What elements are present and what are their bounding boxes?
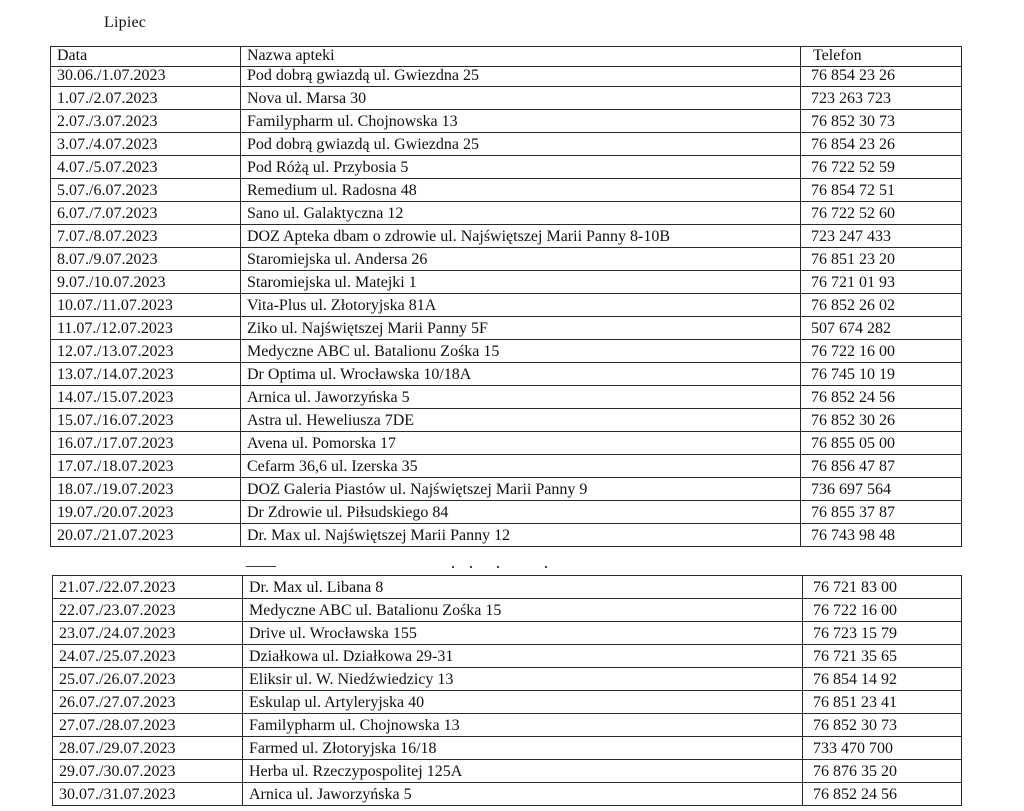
date-cell: 5.07./6.07.2023 [51,179,241,202]
phone-cell: 76 721 01 93 [801,271,962,294]
table-header-row [51,47,962,67]
pharmacy-name-cell: Eskulap ul. Artyleryjska 40 [243,691,803,714]
phone-cell: 76 745 10 19 [801,363,962,386]
pharmacy-name-cell: Pod dobrą gwiazdą ul. Gwiezdna 25 [241,67,801,87]
date-cell: 13.07./14.07.2023 [51,363,241,386]
table-row [51,271,962,294]
date-cell: 8.07./9.07.2023 [51,248,241,271]
table-row [53,622,962,645]
table-row [51,432,962,455]
phone-cell: 76 852 30 26 [801,409,962,432]
date-cell: 17.07./18.07.2023 [51,455,241,478]
pharmacy-name-cell: Astra ul. Heweliusza 7DE [241,409,801,432]
table-row [51,294,962,317]
phone-cell: 76 743 98 48 [801,524,962,547]
phone-cell: 76 852 24 56 [801,386,962,409]
table-row [51,110,962,133]
date-cell: 30.07./31.07.2023 [53,783,243,806]
pharmacy-name-cell: Familypharm ul. Chojnowska 13 [243,714,803,737]
pharmacy-name-cell: Dr. Max ul. Najświętszej Marii Panny 12 [241,524,801,547]
date-cell: 3.07./4.07.2023 [51,133,241,156]
table-row [53,668,962,691]
torn-edge-mark [470,566,472,568]
pharmacy-name-cell: Vita-Plus ul. Złotoryjska 81A [241,294,801,317]
phone-cell: 76 852 30 73 [803,714,962,737]
phone-cell: 76 852 30 73 [801,110,962,133]
date-cell: 12.07./13.07.2023 [51,340,241,363]
table-row [51,363,962,386]
pharmacy-name-cell: DOZ Apteka dbam o zdrowie ul. Najświętszej Marii Panny 8-10B [241,225,801,248]
phone-cell: 723 247 433 [801,225,962,248]
phone-cell: 76 854 72 51 [801,179,962,202]
table-row [51,248,962,271]
phone-cell: 76 722 16 00 [801,340,962,363]
phone-cell: 76 722 52 59 [801,156,962,179]
pharmacy-duty-table-part1 [50,46,962,547]
pharmacy-name-cell: Dr. Max ul. Libana 8 [243,576,803,599]
table-row [53,599,962,622]
date-cell: 20.07./21.07.2023 [51,524,241,547]
pharmacy-name-cell: DOZ Galeria Piastów ul. Najświętszej Marii Panny 9 [241,478,801,501]
table-row [51,87,962,110]
table-row [51,386,962,409]
column-header-phone: Telefon [801,47,962,67]
date-cell: 18.07./19.07.2023 [51,478,241,501]
table-row [51,340,962,363]
phone-cell: 76 854 23 26 [801,67,962,87]
date-cell: 1.07./2.07.2023 [51,87,241,110]
pharmacy-name-cell: Ziko ul. Najświętszej Marii Panny 5F [241,317,801,340]
date-cell: 9.07./10.07.2023 [51,271,241,294]
table-row [53,691,962,714]
pharmacy-name-cell: Remedium ul. Radosna 48 [241,179,801,202]
date-cell: 24.07./25.07.2023 [53,645,243,668]
pharmacy-name-cell: Herba ul. Rzeczypospolitej 125A [243,760,803,783]
table-row [53,576,962,599]
date-cell: 10.07./11.07.2023 [51,294,241,317]
phone-cell: 76 723 15 79 [803,622,962,645]
pharmacy-duty-table-part2 [52,575,962,806]
phone-cell: 76 722 52 60 [801,202,962,225]
date-cell: 29.07./30.07.2023 [53,760,243,783]
table-row [51,179,962,202]
date-cell: 25.07./26.07.2023 [53,668,243,691]
phone-cell: 733 470 700 [803,737,962,760]
date-cell: 4.07./5.07.2023 [51,156,241,179]
date-cell: 11.07./12.07.2023 [51,317,241,340]
column-header-pharmacy-name: Nazwa apteki [241,47,801,67]
pharmacy-name-cell: Staromiejska ul. Matejki 1 [241,271,801,294]
phone-cell: 76 851 23 41 [803,691,962,714]
phone-cell: 76 855 05 00 [801,432,962,455]
phone-cell: 76 722 16 00 [803,599,962,622]
phone-cell: 76 852 26 02 [801,294,962,317]
table-row [51,225,962,248]
date-cell: 23.07./24.07.2023 [53,622,243,645]
pharmacy-name-cell: Arnica ul. Jaworzyńska 5 [243,783,803,806]
phone-cell: 76 855 37 87 [801,501,962,524]
pharmacy-name-cell: Działkowa ul. Działkowa 29-31 [243,645,803,668]
column-header-date: Data [51,47,241,67]
pharmacy-name-cell: Farmed ul. Złotoryjska 16/18 [243,737,803,760]
pharmacy-name-cell: Dr Optima ul. Wrocławska 10/18A [241,363,801,386]
table-row [53,760,962,783]
torn-edge-mark [452,566,454,568]
phone-cell: 76 876 35 20 [803,760,962,783]
pharmacy-name-cell: Arnica ul. Jaworzyńska 5 [241,386,801,409]
pharmacy-name-cell: Staromiejska ul. Andersa 26 [241,248,801,271]
phone-cell: 76 721 35 65 [803,645,962,668]
date-cell: 28.07./29.07.2023 [53,737,243,760]
pharmacy-name-cell: Drive ul. Wrocławska 155 [243,622,803,645]
phone-cell: 736 697 564 [801,478,962,501]
date-cell: 26.07./27.07.2023 [53,691,243,714]
date-cell: 7.07./8.07.2023 [51,225,241,248]
date-cell: 15.07./16.07.2023 [51,409,241,432]
page-break-gap [48,549,964,571]
date-cell: 16.07./17.07.2023 [51,432,241,455]
date-cell: 6.07./7.07.2023 [51,202,241,225]
torn-edge-mark [545,566,547,568]
table-row [51,317,962,340]
table-row [51,455,962,478]
phone-cell: 76 721 83 00 [803,576,962,599]
table-row [51,202,962,225]
pharmacy-name-cell: Familypharm ul. Chojnowska 13 [241,110,801,133]
table-row [51,67,962,87]
torn-edge-mark [497,566,499,568]
pharmacy-name-cell: Avena ul. Pomorska 17 [241,432,801,455]
table-row [51,501,962,524]
phone-cell: 76 854 14 92 [803,668,962,691]
table-row [51,478,962,501]
table-row [51,133,962,156]
table-row [51,409,962,432]
pharmacy-name-cell: Nova ul. Marsa 30 [241,87,801,110]
month-title: Lipiec [104,14,147,31]
table-row [53,737,962,760]
pharmacy-name-cell: Pod Różą ul. Przybosia 5 [241,156,801,179]
phone-cell: 723 263 723 [801,87,962,110]
phone-cell: 76 854 23 26 [801,133,962,156]
pharmacy-name-cell: Medyczne ABC ul. Batalionu Zośka 15 [243,599,803,622]
phone-cell: 76 856 47 87 [801,455,962,478]
date-cell: 14.07./15.07.2023 [51,386,241,409]
phone-cell: 76 851 23 20 [801,248,962,271]
torn-edge-mark [246,566,276,567]
pharmacy-name-cell: Medyczne ABC ul. Batalionu Zośka 15 [241,340,801,363]
phone-cell: 507 674 282 [801,317,962,340]
pharmacy-name-cell: Sano ul. Galaktyczna 12 [241,202,801,225]
table-row [53,714,962,737]
pharmacy-name-cell: Dr Zdrowie ul. Piłsudskiego 84 [241,501,801,524]
date-cell: 2.07./3.07.2023 [51,110,241,133]
date-cell: 22.07./23.07.2023 [53,599,243,622]
date-cell: 27.07./28.07.2023 [53,714,243,737]
phone-cell: 76 852 24 56 [803,783,962,806]
table-row [51,524,962,547]
pharmacy-name-cell: Cefarm 36,6 ul. Izerska 35 [241,455,801,478]
date-cell: 21.07./22.07.2023 [53,576,243,599]
table-row [53,783,962,806]
date-cell: 30.06./1.07.2023 [51,67,241,87]
pharmacy-name-cell: Eliksir ul. W. Niedźwiedzicy 13 [243,668,803,691]
table-row [53,645,962,668]
date-cell: 19.07./20.07.2023 [51,501,241,524]
pharmacy-name-cell: Pod dobrą gwiazdą ul. Gwiezdna 25 [241,133,801,156]
table-row [51,156,962,179]
